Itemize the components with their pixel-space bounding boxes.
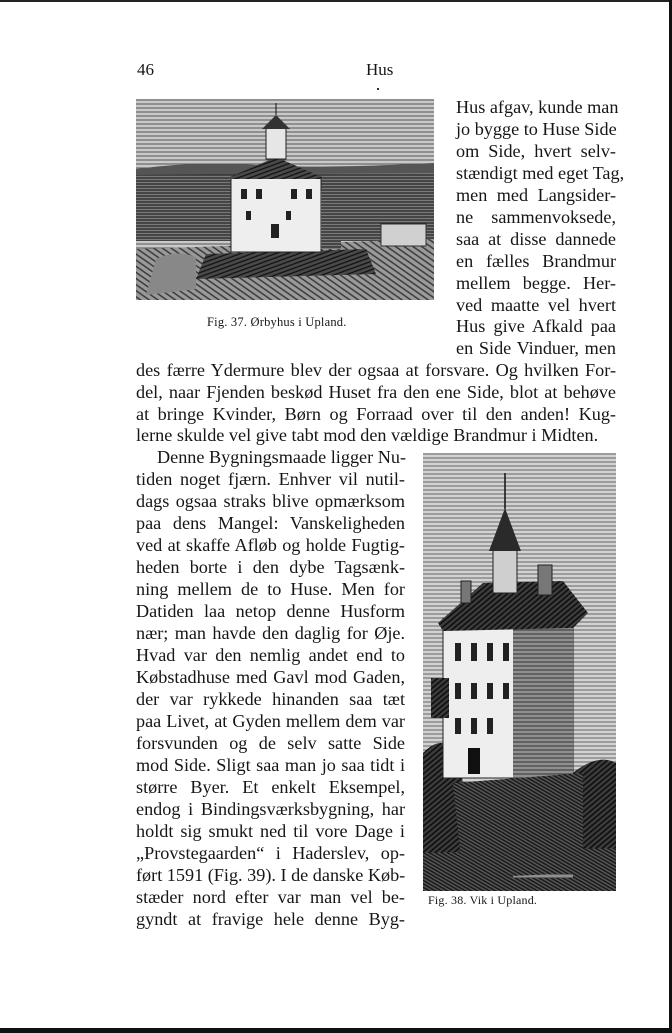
figure-vik-engraving (423, 453, 616, 891)
page-top-edge (0, 0, 672, 2)
text-line: holdt sig smukt ned til vore Dage i (136, 821, 405, 841)
text-line: del, naar Fjenden beskød Huset fra den ene Side, blot at behøve (136, 382, 616, 402)
page-bottom-edge (0, 1028, 672, 1033)
figure-orbyhus-engraving (136, 99, 434, 300)
text-line: endog i Bindingsværksbygning, har (136, 799, 405, 819)
text-line: mellem begge. Her- (456, 273, 616, 293)
text-line: heden borte i den dybe Tagsænk- (136, 557, 405, 577)
figure-37-caption: Fig. 37. Ørbyhus i Upland. (207, 315, 347, 329)
text-line: Hus afgav, kunde man (456, 97, 619, 117)
page-number: 46 (137, 60, 154, 79)
text-line: ved maatte vel hvert (456, 295, 616, 315)
text-line: ning mellem de to Huse. Men for (136, 579, 405, 599)
text-line: „Provstegaarden“ i Haderslev, op- (136, 843, 405, 863)
text-line: nær; man havde den daglig for Øje. (136, 623, 405, 643)
text-line: Datiden laa netop denne Husform (136, 601, 405, 621)
text-line: lerne skulde vel give tabt mod den vældige Brandmur i Midten. (136, 425, 599, 445)
text-line: paa dens Mangel: Vanskeligheden (136, 513, 405, 533)
text-line: stændigt med eget Tag, (456, 163, 625, 183)
text-line: stæder nord efter var man vel be- (136, 887, 405, 907)
text-line: men med Langsider- (456, 185, 616, 205)
text-line: ført 1591 (Fig. 39). I de danske Køb- (136, 865, 406, 885)
text-line: at bringe Kvinder, Børn og Forraad over til den anden! Kug- (136, 404, 616, 424)
running-title: Hus (366, 60, 394, 79)
text-line: om Side, hvert selv- (456, 141, 616, 161)
text-line: Denne Bygningsmaade ligger Nu- (157, 447, 407, 467)
text-line: ne sammenvoksede, (456, 207, 616, 227)
text-line: der var rykkede hinanden saa tæt (136, 689, 405, 709)
text-line: forsvunden og de selv satte Side (136, 733, 405, 753)
text-line: ved at skaffe Afløb og holde Fugtig- (136, 535, 405, 555)
text-line: mod Side. Sligt saa man jo saa tidt i (136, 755, 405, 775)
text-line: Hus give Afkald paa (456, 316, 616, 336)
text-line: Købstadhuse med Gavl mod Gaden, (136, 667, 405, 687)
vik-illustration (423, 453, 616, 891)
figure-38-caption: Fig. 38. Vik i Upland. (428, 893, 538, 907)
text-line: jo bygge to Huse Side (456, 119, 617, 139)
text-line: Hvad var den nemlig andet end to (136, 645, 405, 665)
orbyhus-illustration (136, 99, 434, 300)
text-line: saa at disse dannede (456, 229, 616, 249)
text-line: en Side Vinduer, men (456, 338, 616, 358)
text-line: større Byer. Et enkelt Eksempel, (136, 777, 405, 797)
text-line: des færre Ydermure blev der ogsaa at forsvare. Og hvilken For- (136, 360, 616, 380)
text-line: tiden noget fjærn. Enhver vil nutil- (136, 469, 405, 489)
text-line: dags ogsaa straks blive opmærksom (136, 491, 405, 511)
text-line: gyndt at fravige hele denne Byg- (136, 909, 405, 929)
text-line: en fælles Brandmur (456, 251, 616, 271)
ornament-dot (377, 88, 379, 90)
text-line: paa Livet, at Gyden mellem dem var (136, 711, 405, 731)
